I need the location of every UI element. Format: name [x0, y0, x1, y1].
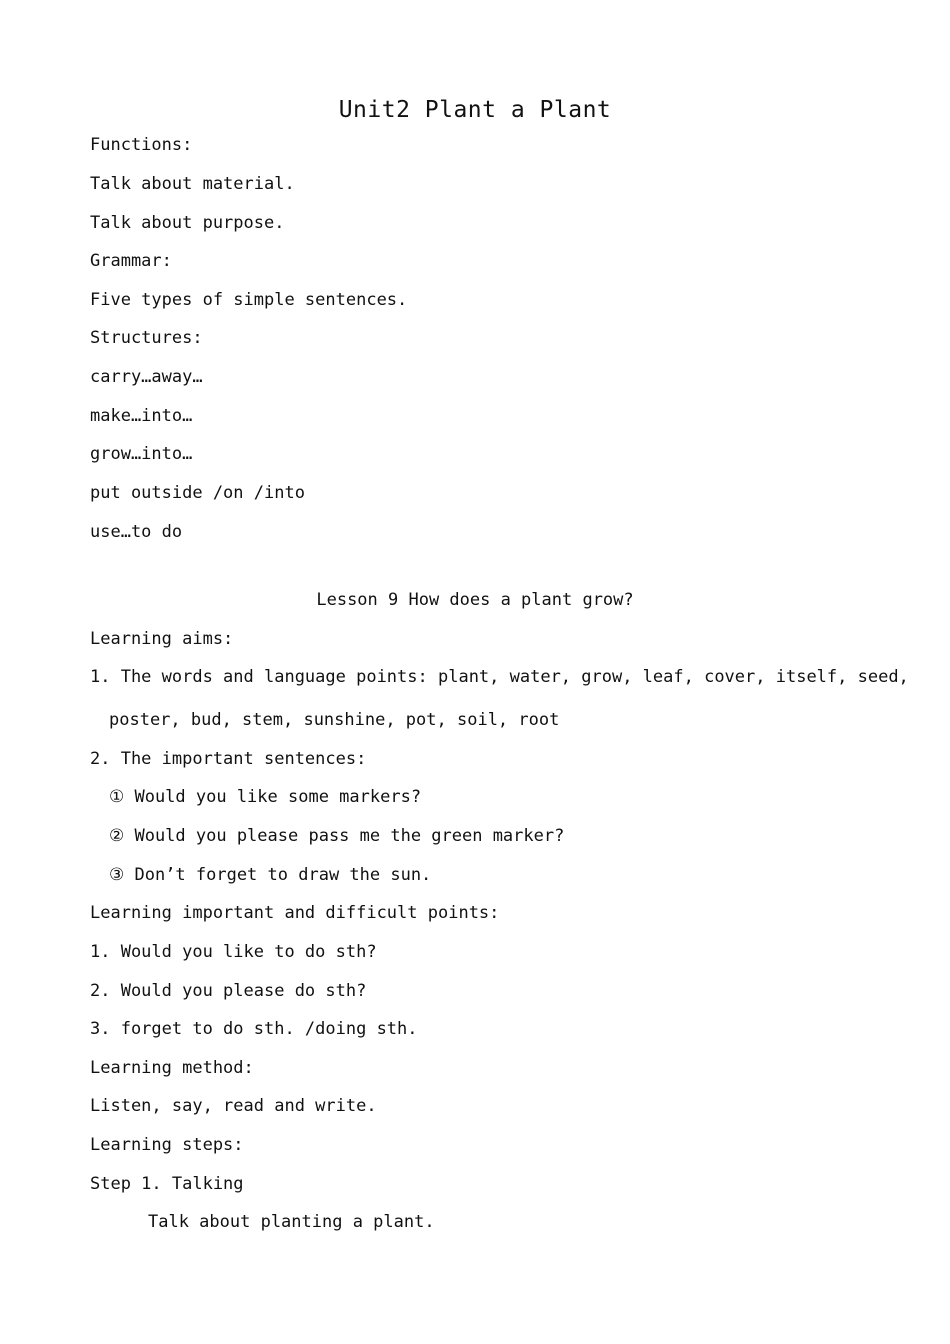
grammar-text: Five types of simple sentences. [90, 290, 408, 310]
sentence-item: ③ Don’t forget to draw the sun. [109, 865, 432, 885]
structure-item: make…into… [90, 406, 193, 426]
function-item: Talk about purpose. [90, 213, 285, 233]
structure-item: grow…into… [90, 444, 193, 464]
method-text: Listen, say, read and write. [90, 1096, 377, 1116]
points-heading: Learning important and difficult points: [90, 903, 500, 923]
aim-2: 2. The important sentences: [90, 749, 367, 769]
sentence-item: ② Would you please pass me the green marker? [109, 826, 565, 846]
function-item: Talk about material. [90, 174, 295, 194]
point-item: 3. forget to do sth. /doing sth. [90, 1019, 418, 1039]
structure-item: put outside /on /into [90, 483, 305, 503]
lesson-title: Lesson 9 How does a plant grow? [316, 590, 634, 610]
grammar-heading: Grammar: [90, 251, 172, 271]
aim-1-line-2: poster, bud, stem, sunshine, pot, soil, root [109, 710, 560, 730]
step-1-detail: Talk about planting a plant. [148, 1212, 435, 1232]
structure-item: use…to do [90, 522, 183, 542]
learning-aims-heading: Learning aims: [90, 629, 234, 649]
steps-heading: Learning steps: [90, 1135, 244, 1155]
aim-1-line-1: 1. The words and language points: plant, water, grow, leaf, cover, itself, seed, [90, 667, 909, 687]
step-1-title: Step 1. Talking [90, 1174, 244, 1194]
point-item: 2. Would you please do sth? [90, 981, 367, 1001]
unit-title: Unit2 Plant a Plant [338, 97, 612, 123]
method-heading: Learning method: [90, 1058, 254, 1078]
functions-heading: Functions: [90, 135, 193, 155]
structure-item: carry…away… [90, 367, 203, 387]
structures-heading: Structures: [90, 328, 203, 348]
sentence-item: ① Would you like some markers? [109, 787, 422, 807]
point-item: 1. Would you like to do sth? [90, 942, 377, 962]
